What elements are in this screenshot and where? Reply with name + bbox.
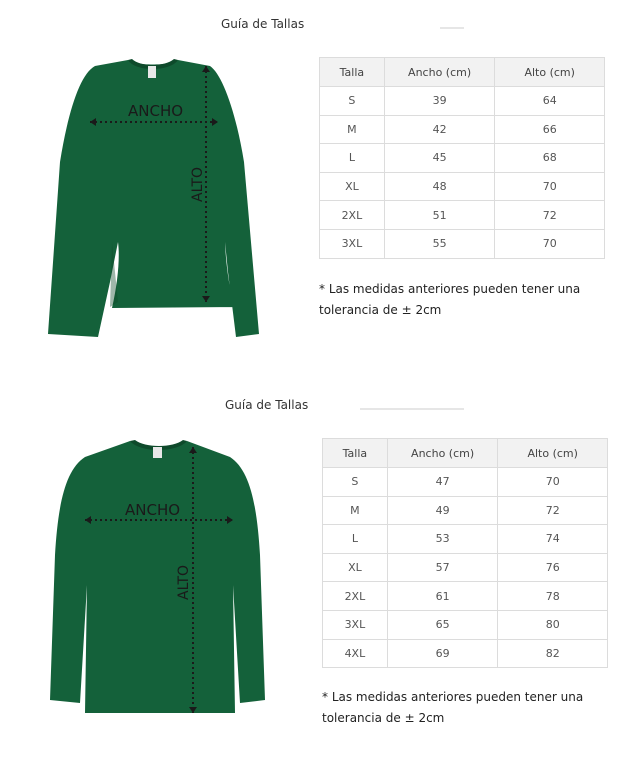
- size-cell: 4XL: [323, 639, 388, 668]
- height-cell: 76: [498, 553, 608, 582]
- height-label: ALTO: [190, 166, 206, 202]
- width-cell: 42: [384, 115, 495, 144]
- height-label: ALTO: [176, 564, 192, 600]
- width-cell: 45: [384, 144, 495, 173]
- size-guide-mens: [0, 385, 636, 765]
- height-cell: 70: [495, 172, 605, 201]
- table-row: [323, 525, 608, 554]
- height-cell: 82: [498, 639, 608, 668]
- size-cell: 2XL: [320, 201, 385, 230]
- height-cell: 64: [495, 87, 605, 116]
- size-cell: S: [320, 87, 385, 116]
- width-label: ANCHO: [128, 102, 184, 120]
- width-cell: 53: [387, 525, 498, 554]
- mens-longsleeve-shirt-icon: [45, 435, 270, 720]
- column-header: Alto (cm): [498, 439, 608, 468]
- column-header: Talla: [320, 58, 385, 87]
- width-cell: 65: [387, 610, 498, 639]
- size-guide-womens: [0, 0, 636, 380]
- height-cell: 68: [495, 144, 605, 173]
- size-cell: L: [320, 144, 385, 173]
- size-cell: XL: [323, 553, 388, 582]
- width-cell: 48: [384, 172, 495, 201]
- width-cell: 57: [387, 553, 498, 582]
- size-cell: 3XL: [323, 610, 388, 639]
- table-row: [323, 496, 608, 525]
- shirt-label-tag: [153, 447, 162, 458]
- table-row: [323, 639, 608, 668]
- tolerance-note: [322, 687, 583, 729]
- womens-longsleeve-shirt-icon: [40, 52, 270, 342]
- size-cell: L: [323, 525, 388, 554]
- note-line: tolerancia de ± 2cm: [319, 303, 442, 317]
- table-header-row: [320, 58, 605, 87]
- size-cell: 2XL: [323, 582, 388, 611]
- width-cell: 39: [384, 87, 495, 116]
- width-label: ANCHO: [125, 501, 181, 519]
- width-cell: 47: [387, 468, 498, 497]
- height-cell: 70: [498, 468, 608, 497]
- column-header: Ancho (cm): [384, 58, 495, 87]
- height-cell: 80: [498, 610, 608, 639]
- table-row: [323, 582, 608, 611]
- table-row: [323, 553, 608, 582]
- table-row: [320, 87, 605, 116]
- size-cell: XL: [320, 172, 385, 201]
- width-cell: 49: [387, 496, 498, 525]
- table-row: [320, 144, 605, 173]
- note-line: * Las medidas anteriores pueden tener una: [322, 690, 584, 704]
- width-cell: 55: [384, 229, 495, 258]
- height-cell: 78: [498, 582, 608, 611]
- height-cell: 72: [498, 496, 608, 525]
- height-cell: 66: [495, 115, 605, 144]
- width-cell: 61: [387, 582, 498, 611]
- height-cell: 74: [498, 525, 608, 554]
- height-cell: 70: [495, 229, 605, 258]
- size-cell: M: [323, 496, 388, 525]
- note-line: * Las medidas anteriores pueden tener una: [319, 282, 581, 296]
- width-cell: 69: [387, 639, 498, 668]
- size-table: [319, 57, 605, 259]
- column-header: Alto (cm): [495, 58, 605, 87]
- table-row: [320, 172, 605, 201]
- tolerance-note: [319, 279, 580, 321]
- table-row: [320, 229, 605, 258]
- width-cell: 51: [384, 201, 495, 230]
- shirt-label-tag: [148, 66, 156, 78]
- height-cell: 72: [495, 201, 605, 230]
- size-cell: 3XL: [320, 229, 385, 258]
- column-header: Talla: [323, 439, 388, 468]
- size-cell: S: [323, 468, 388, 497]
- faint-mark: [440, 27, 464, 29]
- column-header: Ancho (cm): [387, 439, 498, 468]
- table-header-row: [323, 439, 608, 468]
- size-guide-title: Guía de Tallas: [225, 398, 309, 412]
- table-row: [320, 201, 605, 230]
- table-row: [323, 610, 608, 639]
- table-row: [323, 468, 608, 497]
- size-guide-title: Guía de Tallas: [221, 17, 305, 31]
- size-cell: M: [320, 115, 385, 144]
- note-line: tolerancia de ± 2cm: [322, 711, 445, 725]
- size-table: [322, 438, 608, 668]
- table-row: [320, 115, 605, 144]
- shirt-body: [50, 441, 265, 713]
- faint-mark: [360, 408, 464, 410]
